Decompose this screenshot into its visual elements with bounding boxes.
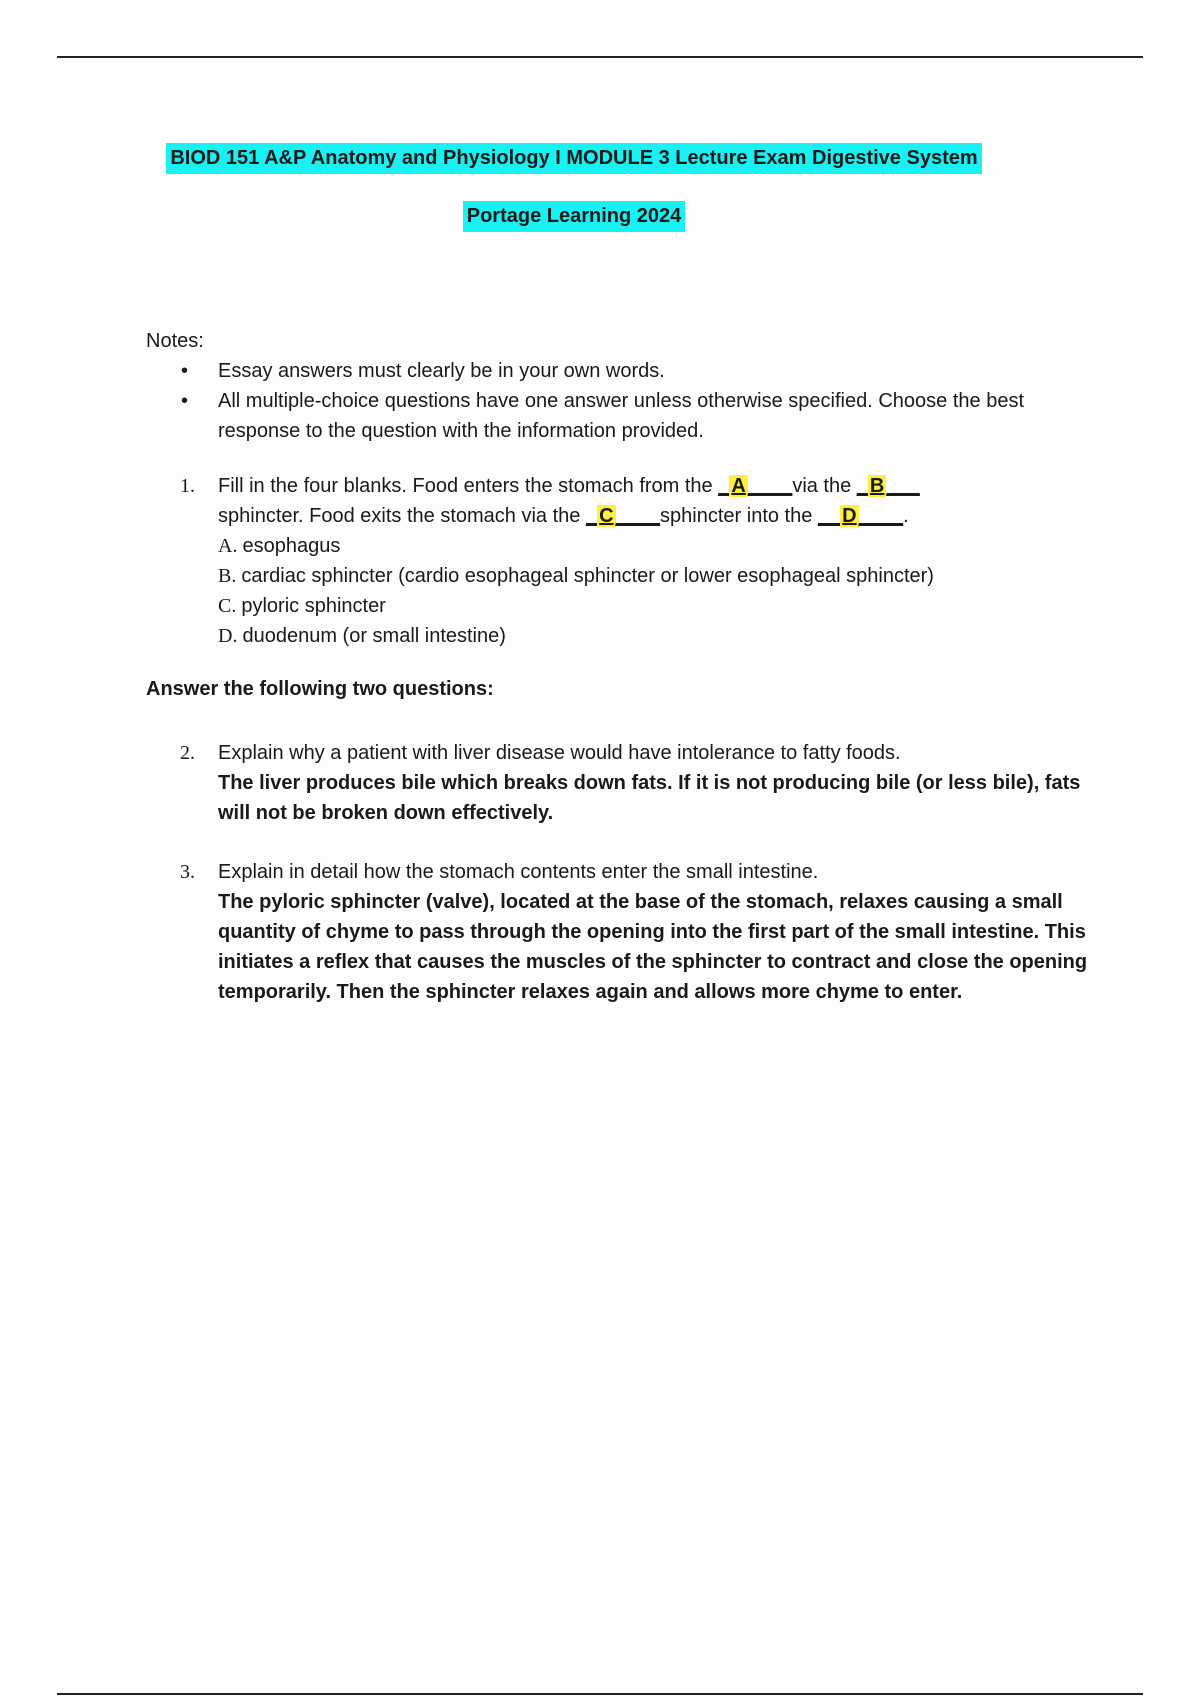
question-body xyxy=(218,857,1100,1007)
answer-text: duodenum (or small intestine) xyxy=(242,625,506,647)
prompt-text: sphincter into the xyxy=(660,505,818,527)
blank-b: _ B ___ xyxy=(856,475,920,497)
blank-c: _ C ____ xyxy=(585,505,661,527)
notes-list xyxy=(146,356,1046,446)
answer-option xyxy=(218,531,1100,561)
prompt-text: via the xyxy=(792,475,857,497)
answer-text: pyloric sphincter xyxy=(241,595,386,617)
document-title-text: BIOD 151 A&P Anatomy and Physiology I MODULE 3 Lecture Exam Digestive System xyxy=(166,143,981,174)
document-title xyxy=(0,147,1174,170)
question-3 xyxy=(180,857,1100,1007)
answer-letter: B. xyxy=(218,565,237,587)
blank-d: __ D ____ xyxy=(817,505,904,527)
answer-text: cardiac sphincter (cardio esophageal sphincter or lower esophageal sphincter) xyxy=(241,565,934,587)
question-number: 3. xyxy=(180,861,195,883)
question-prompt: Explain why a patient with liver disease would have intolerance to fatty foods. xyxy=(218,742,901,764)
question-prompt: Explain in detail how the stomach contents enter the small intestine. xyxy=(218,861,819,883)
answer-text: esophagus xyxy=(242,535,341,557)
document-subtitle-text: Portage Learning 2024 xyxy=(463,201,686,232)
answer-letter: C. xyxy=(218,595,237,617)
top-rule xyxy=(57,56,1143,58)
question-body xyxy=(218,471,1100,651)
question-number: 1. xyxy=(180,475,195,497)
question-body xyxy=(218,738,1100,828)
question-answer: The pyloric sphincter (valve), located at the base of the stomach, relaxes causing a small quantity of chyme to pass through the opening into the first part of the small intestine. This initiates a reflex that causes the muscles of the sphincter to contract and close the opening temporarily. Then the sphincter relaxes again and allows more chyme to enter. xyxy=(218,891,1088,1003)
section-heading: Answer the following two questions: xyxy=(146,678,494,700)
blank-a: _ A ____ xyxy=(718,475,793,497)
bottom-rule xyxy=(57,1693,1143,1695)
question-2 xyxy=(180,738,1100,828)
question-1 xyxy=(180,471,1100,651)
question-answer: The liver produces bile which breaks down fats. If it is not producing bile (or less bile), fats will not be broken down effectively. xyxy=(218,772,1081,824)
bullet-icon: • xyxy=(181,360,189,382)
answer-option xyxy=(218,591,1100,621)
question-number: 2. xyxy=(180,742,195,764)
note-item xyxy=(146,356,1046,386)
question-prompt xyxy=(218,471,1100,531)
prompt-text: . xyxy=(903,505,909,527)
answer-letter: A. xyxy=(218,535,238,557)
note-text: All multiple-choice questions have one answer unless otherwise specified. Choose the best response to the question with the information provided. xyxy=(218,390,1025,442)
prompt-text: sphincter. Food exits the stomach via the xyxy=(218,505,586,527)
answer-option xyxy=(218,621,1100,651)
blank-a-answer: A xyxy=(731,475,746,497)
blank-d-answer: D xyxy=(842,505,857,527)
note-item xyxy=(146,386,1046,446)
answer-option xyxy=(218,561,1100,591)
blank-b-answer: B xyxy=(869,475,885,497)
blank-c-answer: C xyxy=(599,505,614,527)
answer-letter: D. xyxy=(218,625,238,647)
bullet-icon: • xyxy=(181,390,189,412)
notes-label: Notes: xyxy=(146,330,204,352)
prompt-text: Fill in the four blanks. Food enters the stomach from the xyxy=(218,475,719,497)
document-subtitle xyxy=(0,205,1174,228)
note-text: Essay answers must clearly be in your own words. xyxy=(218,360,665,382)
